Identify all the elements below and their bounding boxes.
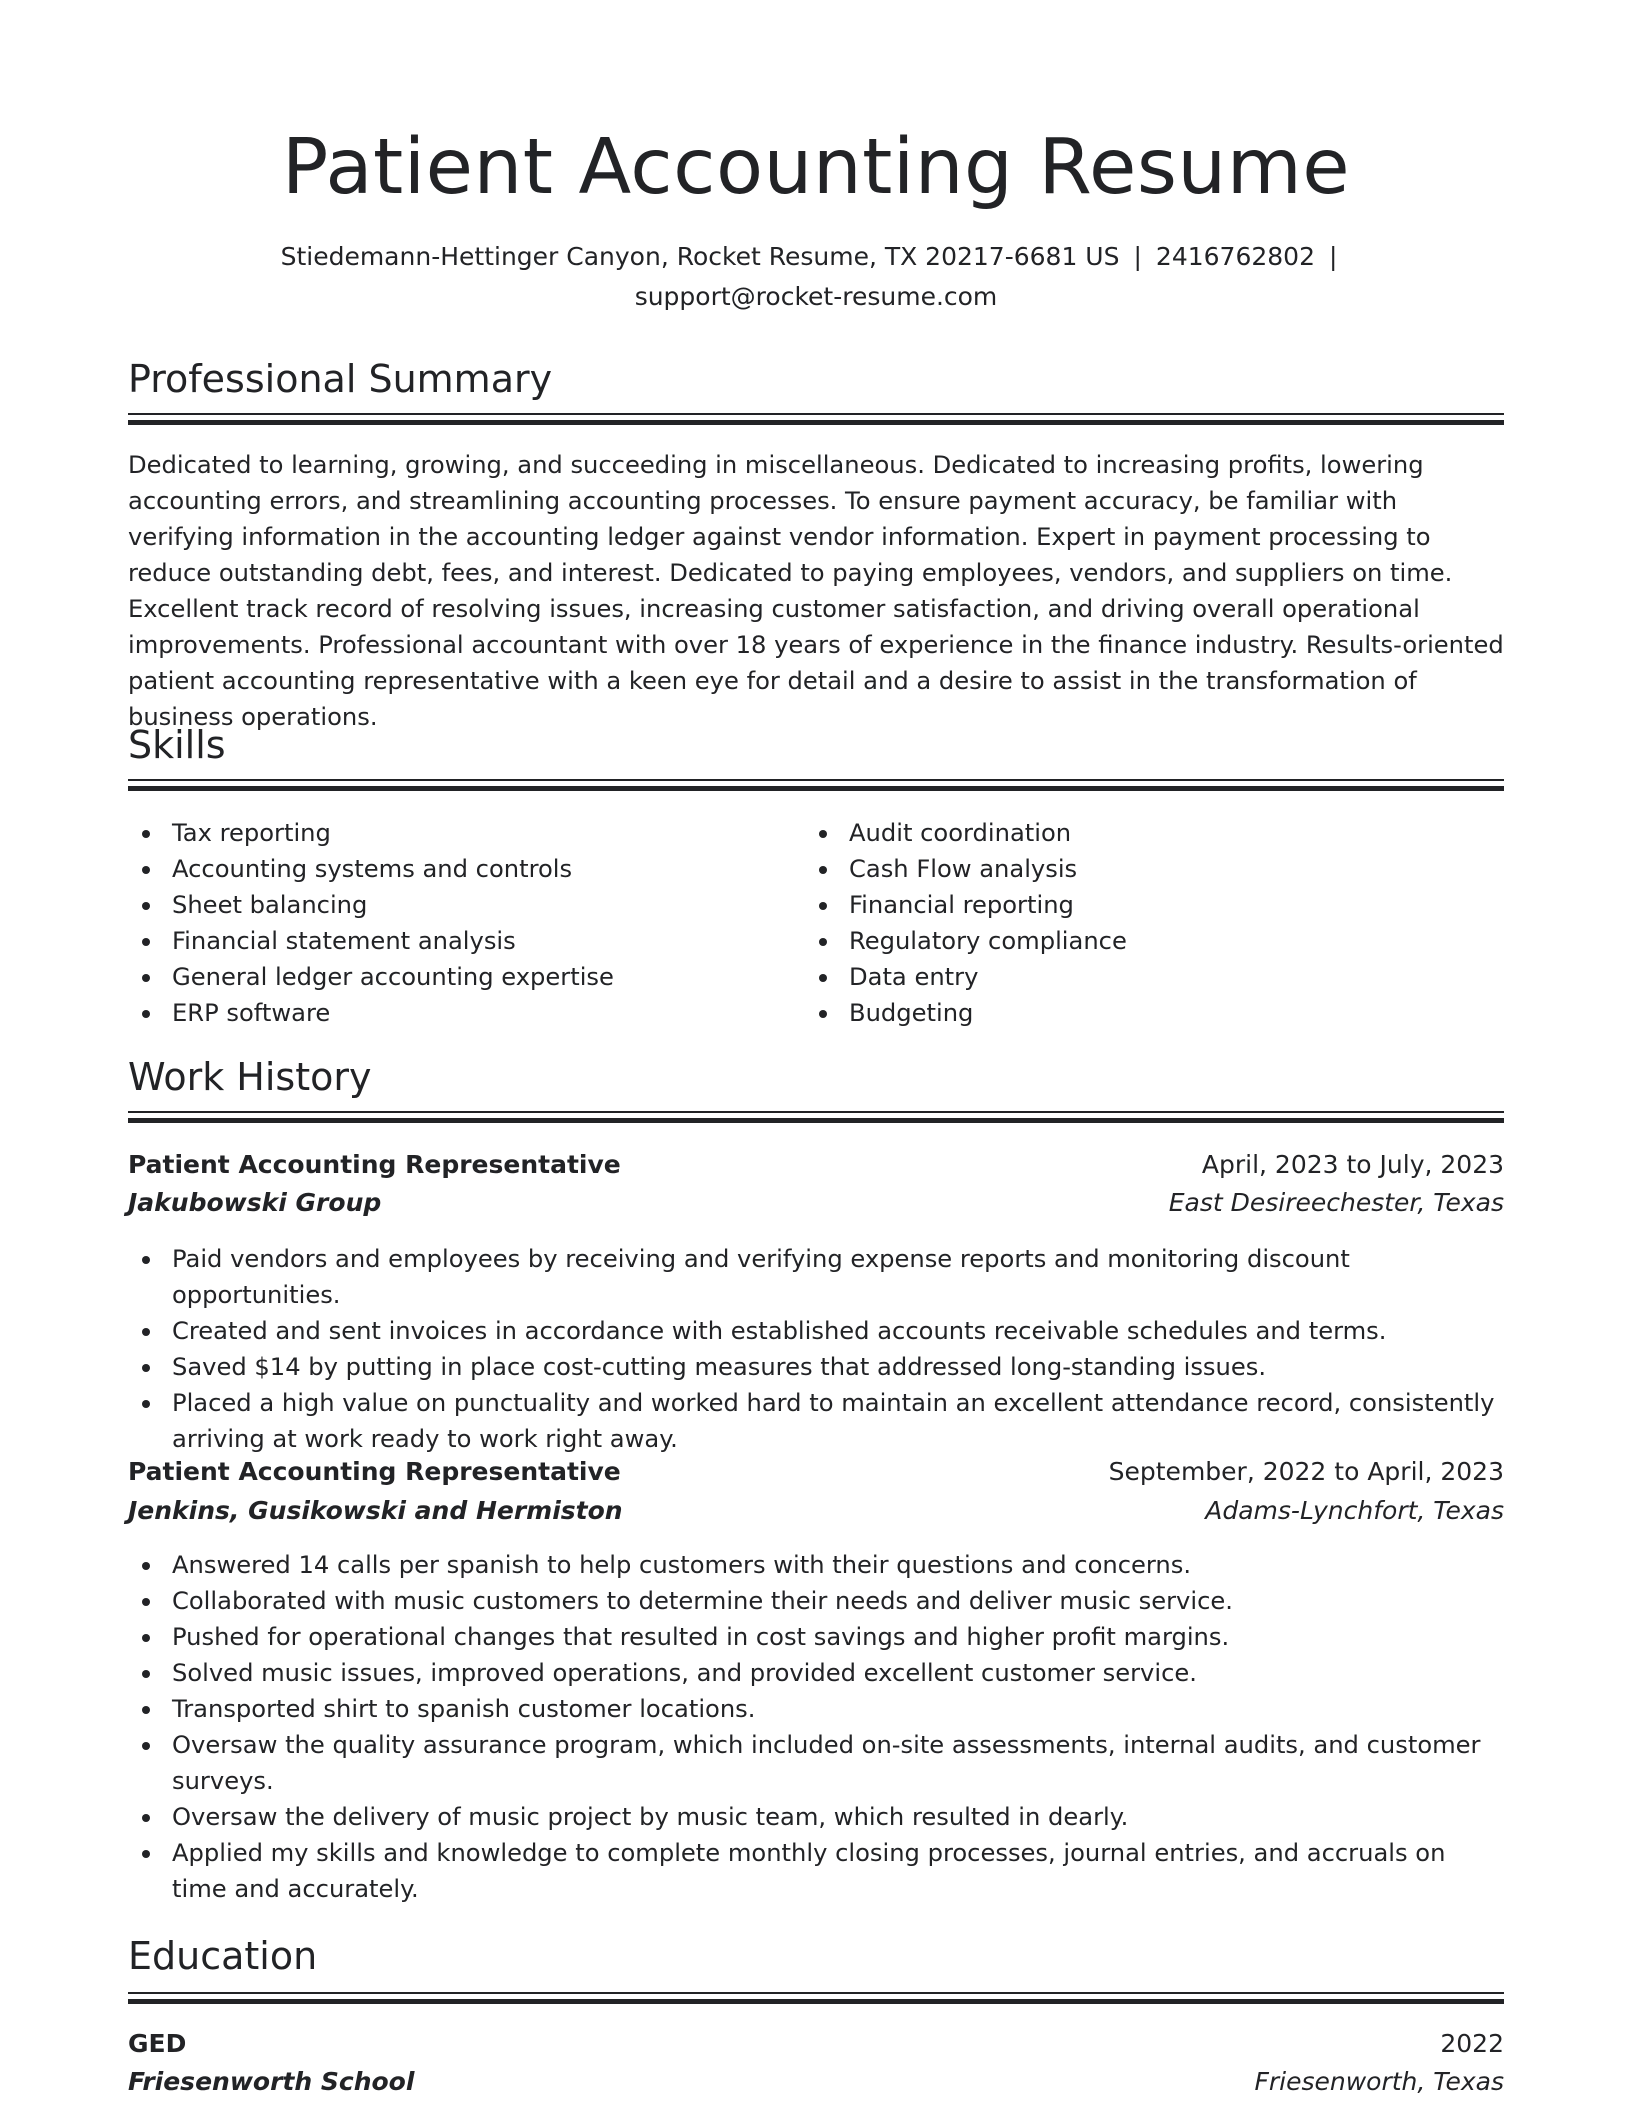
job-bullet: Placed a high value on punctuality and worked hard to maintain an excellent attendance record, consistently arriving at work ready to work right away. [128, 1385, 1504, 1457]
contact-phone: 2416762802 [1155, 242, 1315, 271]
section-title-education: Education [128, 1934, 318, 1978]
skill-item: Regulatory compliance [805, 923, 1465, 959]
job-dates: September, 2022 to April, 2023 [1108, 1457, 1504, 1486]
job-company: Jenkins, Gusikowski and Hermiston [128, 1496, 623, 1525]
section-divider [128, 1992, 1504, 2004]
education-school: Friesenworth School [128, 2067, 415, 2096]
skill-item: Tax reporting [128, 815, 788, 851]
job-title: Patient Accounting Representative [128, 1457, 621, 1486]
section-divider [128, 779, 1504, 791]
job-title: Patient Accounting Representative [128, 1150, 621, 1179]
skills-column-right [805, 815, 1465, 1031]
contact-separator: | [1328, 242, 1338, 271]
contact-email[interactable]: support@rocket-resume.com [634, 282, 998, 311]
job-company: Jakubowski Group [128, 1188, 382, 1217]
job-bullet: Solved music issues, improved operations, and provided excellent customer service. [128, 1655, 1504, 1691]
summary-text: Dedicated to learning, growing, and succeeding in miscellaneous. Dedicated to increasing profits, lowering accounting errors, and streamlining accounting processes. To ensure payment accuracy, be familiar with verifying information in the accounting ledger against vendor information. Expert in payment processing to reduce outstanding debt, fees, and interest. Dedicated to paying employees, vendors, and suppliers on time. Excellent track record of resolving issues, increasing customer satisfaction, and driving overall operational improvements. Professional accountant with over 18 years of experience in the finance industry. Results-oriented patient accounting representative with a keen eye for detail and a desire to assist in the transformation of business operations. [128, 451, 1504, 731]
skill-item: Audit coordination [805, 815, 1465, 851]
job-bullet: Applied my skills and knowledge to complete monthly closing processes, journal entries, and accruals on time and accurately. [128, 1835, 1504, 1907]
section-title-summary: Professional Summary [128, 357, 553, 401]
job-dates: April, 2023 to July, 2023 [1201, 1150, 1504, 1179]
section-title-work-history: Work History [128, 1055, 372, 1099]
section-divider [128, 413, 1504, 425]
job-bullets [128, 1241, 1504, 1457]
contact-info [128, 237, 1504, 317]
skill-item: Data entry [805, 959, 1465, 995]
skill-item: Cash Flow analysis [805, 851, 1465, 887]
job-bullet: Pushed for operational changes that resulted in cost savings and higher profit margins. [128, 1619, 1504, 1655]
job-bullet: Oversaw the delivery of music project by music team, which resulted in dearly. [128, 1799, 1504, 1835]
education-degree: GED [128, 2029, 187, 2058]
job-bullet: Transported shirt to spanish customer locations. [128, 1691, 1504, 1727]
job-bullet: Created and sent invoices in accordance with established accounts receivable schedules and terms. [128, 1313, 1504, 1349]
job-bullet: Paid vendors and employees by receiving and verifying expense reports and monitoring discount opportunities. [128, 1241, 1504, 1313]
resume-title: Patient Accounting Resume [281, 123, 1351, 212]
job-bullets [128, 1547, 1504, 1907]
skill-item: Financial reporting [805, 887, 1465, 923]
section-divider [128, 1111, 1504, 1123]
skill-item: Accounting systems and controls [128, 851, 788, 887]
skill-item: Sheet balancing [128, 887, 788, 923]
job-location: East Desireechester, Texas [1168, 1188, 1504, 1217]
skill-item: Budgeting [805, 995, 1465, 1031]
skills-column-left [128, 815, 788, 1031]
skill-item: ERP software [128, 995, 788, 1031]
job-location: Adams-Lynchfort, Texas [1205, 1496, 1504, 1525]
skill-item: Financial statement analysis [128, 923, 788, 959]
job-bullet: Collaborated with music customers to determine their needs and deliver music service. [128, 1583, 1504, 1619]
contact-address: Stiedemann-Hettinger Canyon, Rocket Resume, TX 20217-6681 US [280, 242, 1120, 271]
skill-item: General ledger accounting expertise [128, 959, 788, 995]
job-bullet: Answered 14 calls per spanish to help customers with their questions and concerns. [128, 1547, 1504, 1583]
section-title-skills: Skills [128, 723, 226, 767]
job-bullet: Saved $14 by putting in place cost-cutting measures that addressed long-standing issues. [128, 1349, 1504, 1385]
job-bullet: Oversaw the quality assurance program, which included on-site assessments, internal audits, and customer surveys. [128, 1727, 1504, 1799]
contact-separator: | [1133, 242, 1142, 271]
education-location: Friesenworth, Texas [1254, 2067, 1504, 2096]
education-year: 2022 [1440, 2029, 1504, 2058]
